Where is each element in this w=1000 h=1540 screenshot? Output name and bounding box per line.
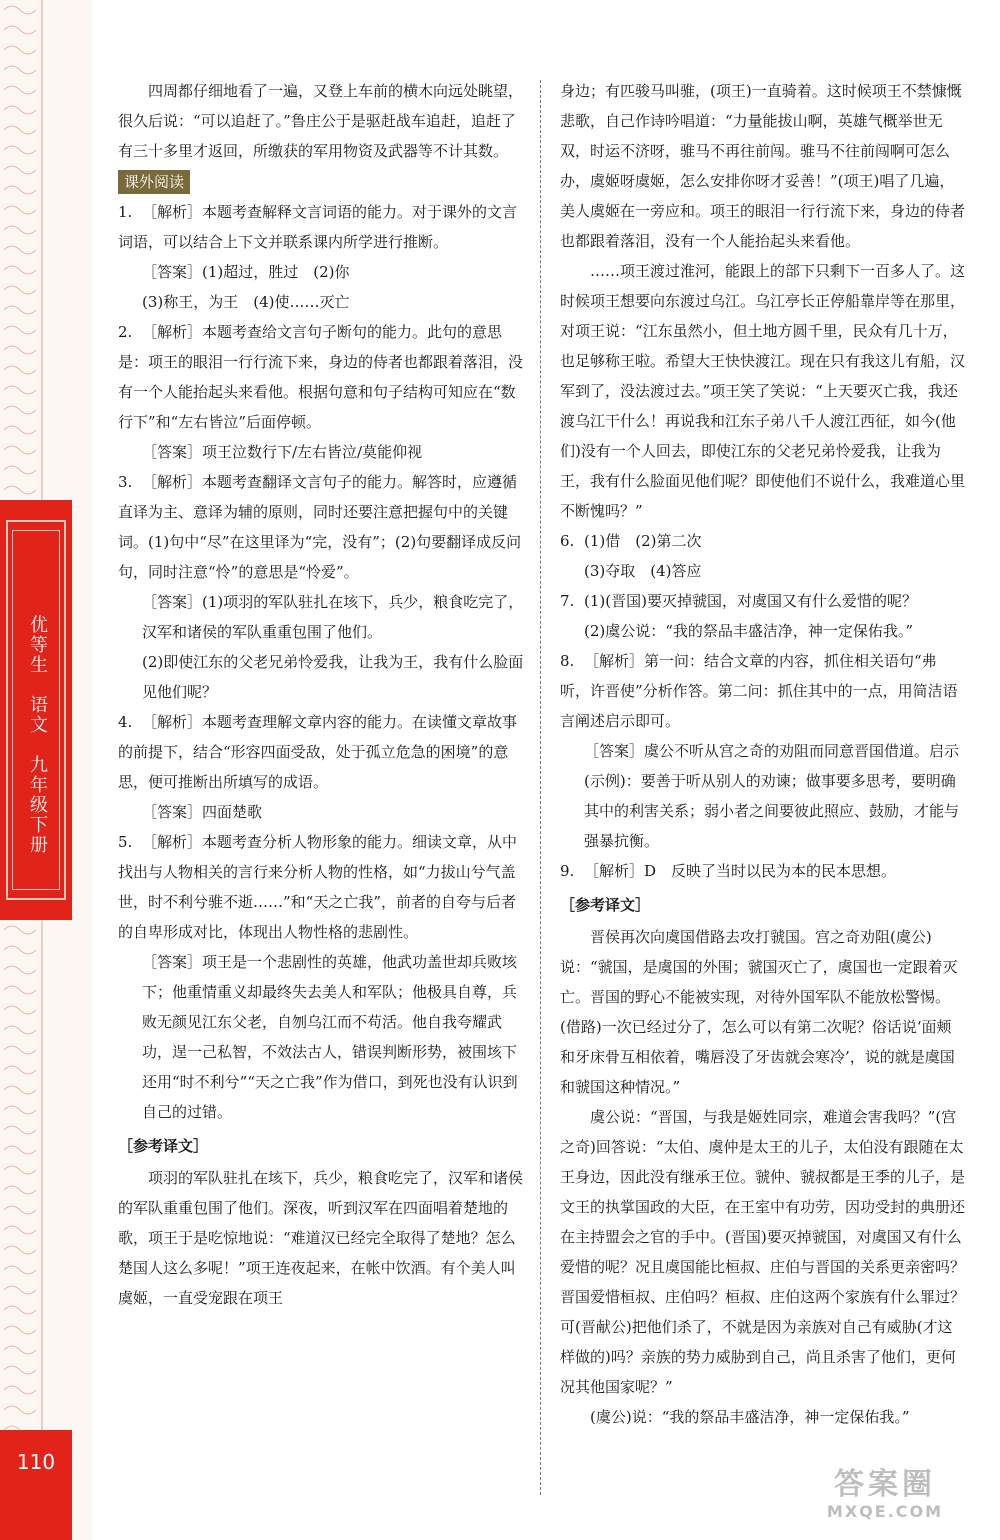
reference-translation-title: ［参考译文］	[118, 1137, 209, 1155]
q3-answer: ［答案］(1)项羽的军队驻扎在垓下，兵少，粮食吃完了，汉军和诸侯的军队重重包围了他们。	[142, 593, 524, 641]
q2-analysis: ［解析］本题考查给文言句子断句的能力。此句的意思是：项王的眼泪一行行流下来，身边的侍者也都跟着落泪，没有一个人能抬起头来看他。根据句意和句子结构可知应在“数行下”和“左右皆泣”后面停顿。	[118, 323, 524, 431]
intro-paragraph: 四周都仔细地看了一遍，又登上车前的横木向远处眺望，很久后说：“可以追赶了。”鲁庄公于是驱赶战车追赶，追赶了有三十多里才返回，所缴获的军用物资及武器等不计其数。	[118, 82, 524, 160]
translation-t3: (虞公)说：“我的祭品丰盛洁净，神一定保佑我。”	[590, 1408, 910, 1426]
reference-translation: 项羽的军队驻扎在垓下，兵少，粮食吃完了，汉军和诸侯的军队重重包围了他们。深夜，听到汉军在四面唱着楚地的歌，项王于是吃惊地说：“难道汉已经完全取得了楚地？怎么楚国人这么多呢！”项王连夜起来，在帐中饮酒。有个美人叫虞姬，一直受宠跟在项王	[118, 1169, 524, 1307]
page-number: 110	[16, 1450, 56, 1474]
q7-cont: (2)虞公说：“我的祭品丰盛洁净，神一定保佑我。”	[584, 622, 914, 640]
question-5: 5. ［解析］本题考查分析人物形象的能力。细读文章，从中找出与人物相关的言行来分析人物的性格，如“力拔山兮气盖世，时不利兮骓不逝……”和“天之亡我”，前者的自夸与后者的自卑形成对比，体现出人物性格的悲剧性。	[118, 833, 518, 941]
question-4: 4. ［解析］本题考查理解文章内容的能力。在读懂文章故事的前提下，结合“形容四面受敌，处于孤立危急的困境”的意思，便可推断出所填写的成语。	[118, 713, 518, 791]
q6-cont: (3)夺取 (4)答应	[584, 562, 702, 580]
translation-t1: 晋侯再次向虞国借路去攻打虢国。宫之奇劝阻(虞公)说：“虢国，是虞国的外围；虢国灭亡了，虞国也一定跟着灭亡。晋国的野心不能被实现，对待外国军队不能放松警惕。(借路)一次已经过分了，怎么可以有第二次呢？俗话说‘面颊和牙床骨互相依着，嘴唇没了牙齿就会寒冷’，说的就是虞国和虢国这种情况。”	[560, 928, 958, 1096]
question-9: 9. ［解析］D 反映了当时以民为本的民本思想。	[560, 862, 897, 880]
q4-analysis: ［解析］本题考查理解文章内容的能力。在读懂文章故事的前提下，结合“形容四面受敌，处于孤立危急的困境”的意思，便可推断出所填写的成语。	[118, 713, 518, 791]
q2-answer: ［答案］项王泣数行下/左右皆泣/莫能仰视	[142, 443, 423, 461]
q8-answer: ［答案］虞公不听从宫之奇的劝阻而同意晋国借道。启示(示例)：要善于听从别人的劝谏；做事要多思考，要明确其中的利害关系；弱小者之间要彼此照应、鼓励，才能与强暴抗衡。	[584, 742, 960, 850]
question-1: 1. ［解析］本题考查解释文言词语的能力。对于课外的文言词语，可以结合上下文并联系课内所学进行推断。	[118, 203, 518, 251]
q8-analysis: ［解析］第一问：结合文章的内容，抓住相关语句“弗听，许晋使”分析作答。第二问：抓住其中的一点，用简洁语言阐述启示即可。	[560, 652, 958, 730]
translation-cont: 身边；有匹骏马叫骓，(项王)一直骑着。这时候项王不禁慷慨悲歌，自己作诗吟唱道：“力量能拔山啊，英雄气概举世无双，时运不济呀，骓马不再往前闯。骓马不往前闯啊可怎么办，虞姬呀虞姬，怎么安排你呀才妥善！”(项王)唱了几遍，美人虞姬在一旁应和。项王的眼泪一行行流下来，身边的侍者也都跟着落泪，没有一个人能抬起头来看他。	[560, 82, 966, 250]
reference-translation-title-2: ［参考译文］	[560, 896, 651, 914]
q3-analysis: ［解析］本题考查翻译文言句子的能力。解答时，应遵循直译为主、意译为辅的原则，同时还要注意把握句中的关键词。(1)句中“尽”在这里译为“完，没有”；(2)句要翻译成反问句，同时注意“怜”的意思是“怜爱”。	[118, 473, 522, 581]
translation-t2: 虞公说：“晋国，与我是姬姓同宗，难道会害我吗？”(宫之奇)回答说：“太伯、虞仲是太王的儿子，太伯没有跟随在太王身边，因此没有继承王位。虢仲、虢叔都是王季的儿子，是文王的执掌国政的大臣，在王室中有功劳，因功受封的典册还在主持盟会之官的手中。(晋国)要灭掉虢国，对虞国又有什么爱惜的呢？况且虞国能比桓叔、庄伯与晋国的关系更亲密吗？晋国爱惜桓叔、庄伯吗？桓叔、庄伯这两个家族有什么罪过？可(晋献公)把他们杀了，不就是因为亲族对自己有威胁(才这样做的)吗？亲族的势力威胁到自己，尚且杀害了他们，更何况其他国家呢？”	[560, 1108, 966, 1396]
q5-analysis: ［解析］本题考查分析人物形象的能力。细读文章，从中找出与人物相关的言行来分析人物的性格，如“力拔山兮气盖世，时不利兮骓不逝……”和“天之亡我”，前者的自夸与后者的自卑形成对比，体现出人物性格的悲剧性。	[118, 833, 518, 941]
translation-para-2: ……项王渡过淮河，能跟上的部下只剩下一百多人了。这时候项王想要向东渡过乌江。乌江亭长正停船靠岸等在那里，对项王说：“江东虽然小，但土地方圆千里，民众有几十万，也足够称王啦。希望大王快快渡江。现在只有我这儿有船，汉军到了，没法渡过去。”项王笑了笑说：“上天要灭亡我，我还渡乌江干什么！再说我和江东子弟八千人渡江西征，如今(他们)没有一个人回去，即使江东的父老兄弟怜爱我，让我为王，我有什么脸面见他们呢？即使他们不说什么，我难道心里不断愧吗？”	[560, 262, 966, 520]
question-2: 2. ［解析］本题考查给文言句子断句的能力。此句的意思是：项王的眼泪一行行流下来，身边的侍者也都跟着落泪，没有一个人能抬起头来看他。根据句意和句子结构可知应在“数行下”和“左右皆泣”后面停顿。	[118, 323, 524, 431]
question-8: 8. ［解析］第一问：结合文章的内容，抓住相关语句“弗听，许晋使”分析作答。第二问：抓住其中的一点，用简洁语言阐述启示即可。	[560, 652, 958, 730]
question-7: 7. (1)(晋国)要灭掉虢国，对虞国又有什么爱惜的呢？	[560, 592, 917, 610]
column-divider	[540, 80, 541, 1495]
q3-answer-cont: (2)即使江东的父老兄弟怜爱我，让我为王，我有什么脸面见他们呢？	[142, 653, 524, 701]
right-column	[560, 76, 965, 1432]
site-watermark: 答案圈 MXQE.COM	[826, 1467, 944, 1521]
question-6: 6. (1)借 (2)第二次	[560, 532, 702, 550]
page-tab	[0, 1430, 72, 1540]
question-3: 3. ［解析］本题考查翻译文言句子的能力。解答时，应遵循直译为主、意译为辅的原则，同时还要注意把握句中的关键词。(1)句中“尽”在这里译为“完，没有”；(2)句要翻译成反问句，同时注意“怜”的意思是“怜爱”。	[118, 473, 522, 581]
q1-answer-cont: (3)称王，为王 (4)使……灭亡	[142, 293, 350, 311]
book-series-label: 优等生 语文 九年级下册	[27, 615, 48, 855]
q4-answer: ［答案］四面楚歌	[142, 803, 263, 821]
section-title: 课外阅读	[118, 170, 190, 194]
q1-analysis: ［解析］本题考查解释文言词语的能力。对于课外的文言词语，可以结合上下文并联系课内所学进行推断。	[118, 203, 518, 251]
q1-answer: ［答案］(1)超过，胜过 (2)你	[142, 263, 350, 281]
left-column	[118, 76, 528, 1313]
q5-answer: ［答案］项王是一个悲剧性的英雄，他武功盖世却兵败垓下；他重情重义却最终失去美人和军队；他极具自尊，兵败无颜见江东父老，自刎乌江而不苟活。他自我夸耀武功，逞一己私智，不效法古人，错误判断形势，被围垓下还用“时不利兮”“天之亡我”作为借口，到死也没有认识到自己的过错。	[142, 953, 518, 1121]
